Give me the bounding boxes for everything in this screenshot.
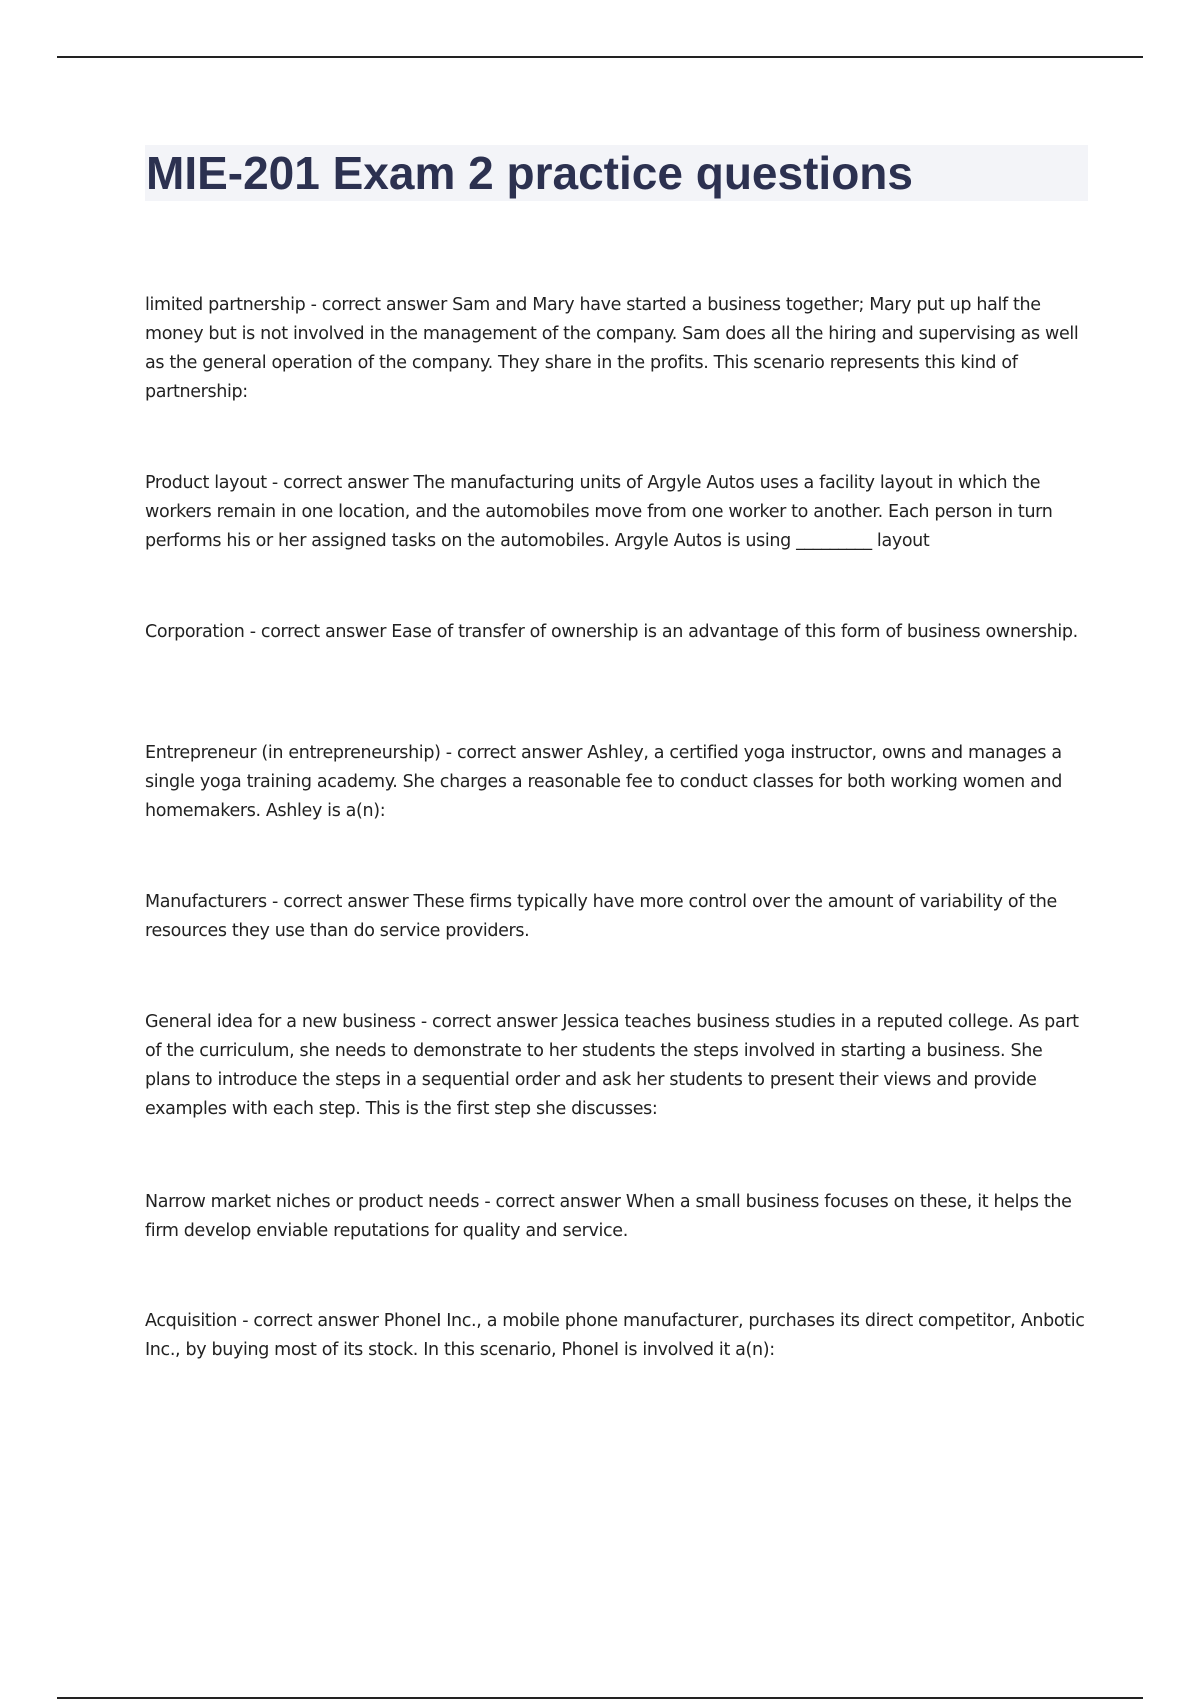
qa-item: limited partnership - correct answer Sam and Mary have started a business together; Mary put up half the money but is not involved in the management of the company. Sam does all the hiring and supervising as well as the general operation of the company. They share in the profits. This scenario represents this kind of partnership:: [145, 295, 1079, 402]
bottom-rule: [57, 1697, 1143, 1699]
qa-item: Corporation - correct answer Ease of transfer of ownership is an advantage of this form of business ownership.: [145, 622, 1078, 642]
qa-item: Entrepreneur (in entrepreneurship) - correct answer Ashley, a certified yoga instructor, owns and manages a single yoga training academy. She charges a reasonable fee to conduct classes for both working women and homemakers. Ashley is a(n):: [145, 743, 1062, 821]
top-rule: [57, 56, 1143, 58]
page-title: MIE-201 Exam 2 practice questions: [146, 147, 913, 199]
qa-item: General idea for a new business - correct answer Jessica teaches business studies in a reputed college. As part of the curriculum, she needs to demonstrate to her students the steps involved in starting a business. She plans to introduce the steps in a sequential order and ask her students to present their views and provide examples with each step. This is the first step she discusses:: [145, 1012, 1079, 1119]
qa-item: Product layout - correct answer The manufacturing units of Argyle Autos uses a facility layout in which the workers remain in one location, and the automobiles move from one worker to another. Each person in turn performs his or her assigned tasks on the automobiles. Argyle Autos is using _________ layout: [145, 473, 1053, 551]
qa-item: Acquisition - correct answer PhoneI Inc., a mobile phone manufacturer, purchases its direct competitor, Anbotic Inc., by buying most of its stock. In this scenario, PhoneI is involved it a(n):: [145, 1311, 1085, 1360]
qa-item: Narrow market niches or product needs - correct answer When a small business focuses on these, it helps the firm develop enviable reputations for quality and service.: [145, 1192, 1072, 1241]
qa-item: Manufacturers - correct answer These firms typically have more control over the amount of variability of the resources they use than do service providers.: [145, 892, 1057, 941]
